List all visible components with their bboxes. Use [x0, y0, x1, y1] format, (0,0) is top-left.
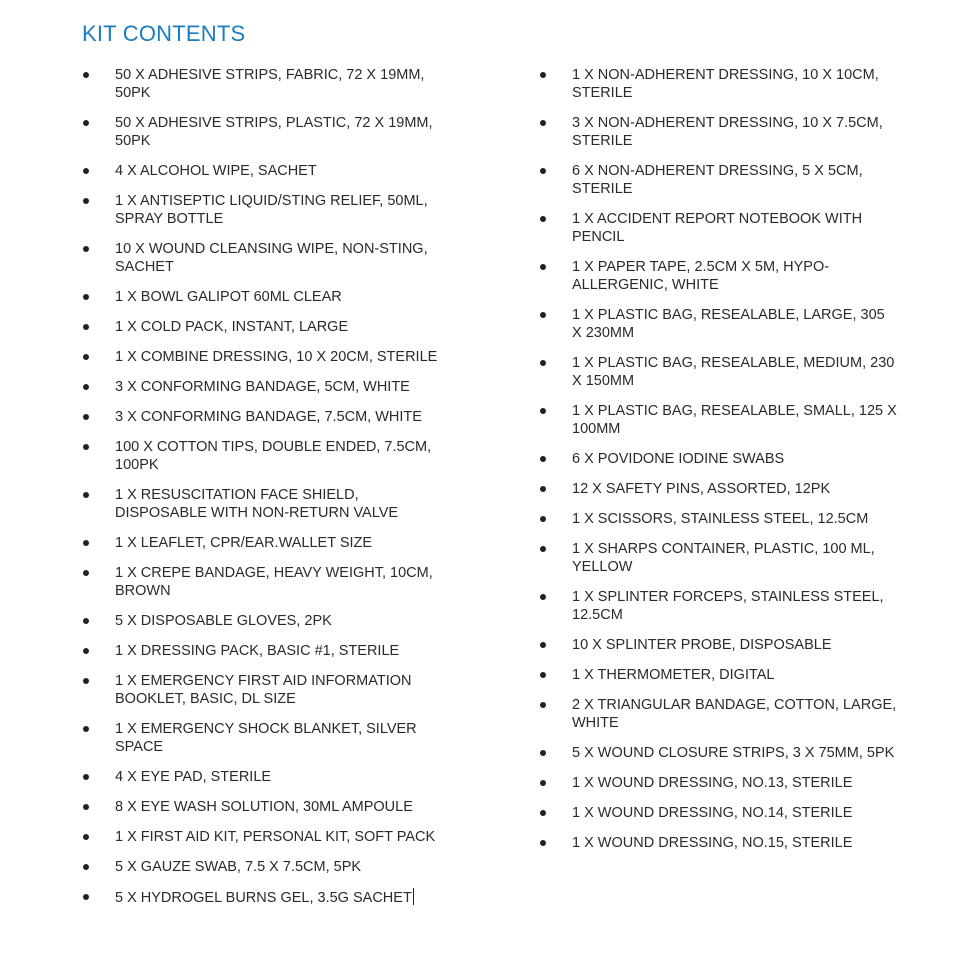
list-item: [537, 744, 897, 762]
list-item-text: 1 X EMERGENCY FIRST AID INFORMATION BOOKLET, BASIC, DL SIZE: [115, 673, 412, 707]
list-item: [80, 564, 440, 600]
bullet-icon: [540, 360, 546, 366]
list-item-text: 1 X SCISSORS, STAINLESS STEEL, 12.5CM: [572, 511, 869, 527]
list-item-text: 5 X GAUZE SWAB, 7.5 X 7.5CM, 5PK: [115, 859, 362, 875]
list-item-text: 12 X SAFETY PINS, ASSORTED, 12PK: [572, 481, 831, 497]
list-item: [80, 318, 440, 336]
list-item-text: 1 X LEAFLET, CPR/EAR.WALLET SIZE: [115, 535, 373, 551]
list-item: [537, 210, 897, 246]
list-item: [537, 258, 897, 294]
list-item-text: 8 X EYE WASH SOLUTION, 30ML AMPOULE: [115, 799, 413, 815]
list-item-text: 100 X COTTON TIPS, DOUBLE ENDED, 7.5CM, 100PK: [115, 439, 432, 473]
list-item: [537, 774, 897, 792]
kit-contents-list-right: [537, 66, 897, 864]
bullet-icon: [83, 444, 89, 450]
list-item-text: 1 X EMERGENCY SHOCK BLANKET, SILVER SPACE: [115, 721, 417, 755]
list-item: [537, 480, 897, 498]
list-item-text: 1 X CREPE BANDAGE, HEAVY WEIGHT, 10CM, BROWN: [115, 565, 433, 599]
list-item: [537, 162, 897, 198]
bullet-icon: [540, 750, 546, 756]
list-item-text: 1 X ACCIDENT REPORT NOTEBOOK WITH PENCIL: [572, 211, 863, 245]
bullet-icon: [540, 810, 546, 816]
list-item-text: 50 X ADHESIVE STRIPS, PLASTIC, 72 X 19MM, 50PK: [115, 115, 433, 149]
bullet-icon: [83, 894, 89, 900]
bullet-icon: [540, 780, 546, 786]
list-item: [80, 534, 440, 552]
list-item: [80, 612, 440, 630]
list-item: [537, 114, 897, 150]
bullet-icon: [83, 864, 89, 870]
bullet-icon: [83, 294, 89, 300]
bullet-icon: [83, 570, 89, 576]
bullet-icon: [540, 264, 546, 270]
list-item: [80, 348, 440, 366]
bullet-icon: [540, 594, 546, 600]
list-item-text: 5 X DISPOSABLE GLOVES, 2PK: [115, 613, 332, 629]
list-item: [80, 288, 440, 306]
list-item-text: 3 X CONFORMING BANDAGE, 7.5CM, WHITE: [115, 409, 422, 425]
list-item: [80, 888, 440, 907]
list-item-text: 1 X WOUND DRESSING, NO.13, STERILE: [572, 775, 853, 791]
bullet-icon: [83, 168, 89, 174]
list-item-text: 6 X NON-ADHERENT DRESSING, 5 X 5CM, STERILE: [572, 163, 863, 197]
bullet-icon: [83, 678, 89, 684]
list-item: [537, 666, 897, 684]
list-item-text: 1 X ANTISEPTIC LIQUID/STING RELIEF, 50ML, SPRAY BOTTLE: [115, 193, 428, 227]
bullet-icon: [540, 672, 546, 678]
list-item-text: 1 X COMBINE DRESSING, 10 X 20CM, STERILE: [115, 349, 438, 365]
list-item: [80, 192, 440, 228]
bullet-icon: [540, 516, 546, 522]
list-item-text: 1 X SHARPS CONTAINER, PLASTIC, 100 ML, YELLOW: [572, 541, 875, 575]
bullet-icon: [540, 546, 546, 552]
bullet-icon: [83, 384, 89, 390]
list-item: [537, 450, 897, 468]
bullet-icon: [83, 414, 89, 420]
list-item-text: 4 X EYE PAD, STERILE: [115, 769, 272, 785]
list-item: [80, 438, 440, 474]
bullet-icon: [83, 726, 89, 732]
text-cursor: [413, 888, 414, 905]
list-item: [80, 798, 440, 816]
list-item-text: 1 X PLASTIC BAG, RESEALABLE, LARGE, 305 X 230MM: [572, 307, 885, 341]
list-item-text: 1 X THERMOMETER, DIGITAL: [572, 667, 775, 683]
list-item: [537, 354, 897, 390]
list-item-text: 4 X ALCOHOL WIPE, SACHET: [115, 163, 317, 179]
bullet-icon: [83, 324, 89, 330]
bullet-icon: [540, 72, 546, 78]
bullet-icon: [540, 120, 546, 126]
list-item: [80, 378, 440, 396]
bullet-icon: [83, 648, 89, 654]
bullet-icon: [83, 834, 89, 840]
bullet-icon: [540, 642, 546, 648]
bullet-icon: [83, 774, 89, 780]
list-item: [80, 114, 440, 150]
list-item: [80, 672, 440, 708]
list-item: [80, 66, 440, 102]
list-item: [80, 240, 440, 276]
list-item: [80, 162, 440, 180]
bullet-icon: [83, 120, 89, 126]
page-title: KIT CONTENTS: [82, 21, 246, 46]
list-item: [537, 636, 897, 654]
list-item-text: 3 X NON-ADHERENT DRESSING, 10 X 7.5CM, STERILE: [572, 115, 883, 149]
list-item-text: 1 X PLASTIC BAG, RESEALABLE, SMALL, 125 X 100MM: [572, 403, 897, 437]
list-item-text: 1 X BOWL GALIPOT 60ML CLEAR: [115, 289, 342, 305]
list-item-text: 1 X PLASTIC BAG, RESEALABLE, MEDIUM, 230 X 150MM: [572, 355, 895, 389]
bullet-icon: [540, 840, 546, 846]
bullet-icon: [83, 72, 89, 78]
bullet-icon: [540, 312, 546, 318]
list-item: [537, 306, 897, 342]
list-item: [80, 768, 440, 786]
list-item-text: 1 X COLD PACK, INSTANT, LARGE: [115, 319, 349, 335]
list-item: [80, 858, 440, 876]
list-item-text: 1 X WOUND DRESSING, NO.15, STERILE: [572, 835, 853, 851]
list-item-text: 1 X WOUND DRESSING, NO.14, STERILE: [572, 805, 853, 821]
list-item: [80, 408, 440, 426]
list-item-text: 6 X POVIDONE IODINE SWABS: [572, 451, 785, 467]
bullet-icon: [83, 618, 89, 624]
list-item: [80, 828, 440, 846]
list-item: [537, 696, 897, 732]
list-item: [80, 642, 440, 660]
bullet-icon: [540, 408, 546, 414]
bullet-icon: [83, 354, 89, 360]
bullet-icon: [540, 168, 546, 174]
bullet-icon: [83, 492, 89, 498]
list-item-text: 5 X WOUND CLOSURE STRIPS, 3 X 75MM, 5PK: [572, 745, 895, 761]
kit-contents-list-left: [80, 66, 440, 919]
list-item-text: 1 X PAPER TAPE, 2.5CM X 5M, HYPO-ALLERGENIC, WHITE: [572, 259, 830, 293]
list-item-text: 1 X DRESSING PACK, BASIC #1, STERILE: [115, 643, 400, 659]
list-item: [537, 402, 897, 438]
list-item: [80, 720, 440, 756]
list-item: [80, 486, 440, 522]
bullet-icon: [540, 702, 546, 708]
list-item: [537, 588, 897, 624]
list-item-text: 1 X RESUSCITATION FACE SHIELD, DISPOSABLE WITH NON-RETURN VALVE: [115, 487, 399, 521]
list-item: [537, 510, 897, 528]
list-item-text: 5 X HYDROGEL BURNS GEL, 3.5G SACHET: [115, 890, 412, 906]
list-item-text: 2 X TRIANGULAR BANDAGE, COTTON, LARGE, WHITE: [572, 697, 897, 731]
bullet-icon: [540, 216, 546, 222]
list-item-text: 10 X SPLINTER PROBE, DISPOSABLE: [572, 637, 832, 653]
list-item: [537, 540, 897, 576]
bullet-icon: [540, 486, 546, 492]
list-item-text: 1 X FIRST AID KIT, PERSONAL KIT, SOFT PACK: [115, 829, 436, 845]
list-item-text: 1 X NON-ADHERENT DRESSING, 10 X 10CM, STERILE: [572, 67, 879, 101]
list-item: [537, 66, 897, 102]
list-item-text: 3 X CONFORMING BANDAGE, 5CM, WHITE: [115, 379, 410, 395]
list-item-text: 10 X WOUND CLEANSING WIPE, NON-STING, SACHET: [115, 241, 428, 275]
bullet-icon: [83, 540, 89, 546]
bullet-icon: [83, 246, 89, 252]
bullet-icon: [83, 804, 89, 810]
bullet-icon: [83, 198, 89, 204]
list-item-text: 1 X SPLINTER FORCEPS, STAINLESS STEEL, 12.5CM: [572, 589, 884, 623]
list-item-text: 50 X ADHESIVE STRIPS, FABRIC, 72 X 19MM, 50PK: [115, 67, 425, 101]
list-item: [537, 834, 897, 852]
list-item: [537, 804, 897, 822]
bullet-icon: [540, 456, 546, 462]
